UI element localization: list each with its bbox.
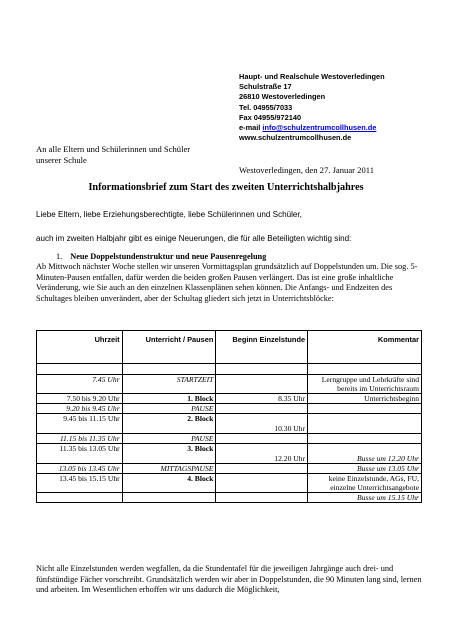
- intro-text: auch im zweiten Halbjahr gibt es einige Neuerungen, die für alle Beteiligten wichtig sind:: [36, 234, 352, 243]
- cell-time: 9.45 bis 11.15 Uhr: [37, 414, 123, 434]
- salutation: Liebe Eltern, liebe Erziehungsberechtigte, liebe Schülerinnen und Schüler,: [36, 210, 302, 219]
- school-city: 26810 Westoverledingen: [239, 92, 326, 102]
- cell-start: [216, 464, 308, 474]
- cell-activity: [122, 364, 216, 375]
- letter-date: Westoverledingen, den 27. Januar 2011: [239, 165, 375, 175]
- cell-start: [216, 364, 308, 375]
- cell-time: 11.35 bis 13.05 Uhr: [37, 444, 123, 464]
- cell-start: [216, 434, 308, 444]
- table-header-row: [37, 331, 422, 364]
- cell-start: 8.35 Uhr: [216, 394, 308, 404]
- cell-comment: [308, 404, 422, 414]
- cell-comment: Busse um 15.15 Uhr: [308, 493, 422, 503]
- cell-activity: 2. Block: [122, 414, 216, 434]
- section-1-text: Ab Mittwoch nächster Woche stellen wir unseren Vormittagsplan grundsätzlich auf Doppelstunden um. Die sog. 5-Minuten-Pausen entfallen, dafür werden die beiden großen Pausen verlängert. Das ist eine große inhaltliche Veränderung, wie Sie auch an den einzelnen Klassenplänen sehen können. Die Anfangs- und Endzeiten des Schultages bleiben unverändert, aber der Schultag gliedert sich jetzt in Unterrichtsblöcke:: [36, 262, 418, 303]
- school-name: Haupt- und Realschule Westoverledingen: [239, 72, 385, 81]
- cell-activity: 3. Block: [122, 444, 216, 464]
- recipient-address: [36, 144, 190, 165]
- cell-comment: Unterrichtsbeginn: [308, 394, 422, 404]
- letter-title: Informationsbrief zum Start des zweiten Unterrichtshalbjahres: [88, 182, 364, 193]
- table-row: [37, 414, 422, 434]
- email-prefix: e-mail: [239, 123, 263, 133]
- header-activity: Unterricht / Pausen: [122, 331, 216, 364]
- cell-start: [216, 404, 308, 414]
- recipient-line-2: unserer Schule: [36, 154, 87, 165]
- cell-activity: 4. Block: [122, 474, 216, 493]
- school-website[interactable]: www.schulzentrumcollhusen.de: [239, 133, 352, 143]
- cell-time: 9.20 bis 9.45 Uhr: [37, 404, 123, 414]
- cell-start: [216, 474, 308, 493]
- school-street: Schulstraße 17: [239, 82, 292, 92]
- header-time: Uhrzeit: [37, 331, 123, 364]
- table-row: [37, 364, 422, 375]
- cell-start: 12.20 Uhr: [216, 444, 308, 464]
- cell-comment: Busse um 12.20 Uhr: [308, 444, 422, 464]
- schedule-table: [36, 330, 422, 503]
- cell-time: [37, 493, 123, 503]
- cell-start: 10.30 Uhr: [216, 414, 308, 434]
- section-1-heading: [56, 252, 266, 261]
- table-row: [37, 464, 422, 474]
- recipient-line-1: An alle Eltern und Schülerinnen und Schüler: [36, 144, 191, 154]
- cell-activity: [122, 493, 216, 503]
- cell-activity: PAUSE: [122, 434, 216, 444]
- table-row: [37, 375, 422, 394]
- header-comment: Kommentar: [308, 331, 422, 364]
- cell-comment: [308, 414, 422, 434]
- header-start: Beginn Einzelstunde: [216, 331, 308, 364]
- cell-time: 13.45 bis 15.15 Uhr: [37, 474, 123, 493]
- section-1-number: 1.: [56, 252, 63, 261]
- cell-comment: Busse um 13.05 Uhr: [308, 464, 422, 474]
- cell-activity: STARTZEIT: [122, 375, 216, 394]
- table-row: [37, 404, 422, 414]
- section-1-title: Neue Doppelstundenstruktur und neue Pausenregelung: [70, 252, 267, 261]
- cell-activity: PAUSE: [122, 404, 216, 414]
- cell-comment: [308, 364, 422, 375]
- table-row: [37, 493, 422, 503]
- cell-activity: MITTAGSPAUSE: [122, 464, 216, 474]
- table-row: [37, 394, 422, 404]
- letterhead: [239, 72, 385, 143]
- cell-activity: 1. Block: [122, 394, 216, 404]
- cell-time: 7.45 Uhr: [37, 375, 123, 394]
- school-fax: Fax 04955/972140: [239, 112, 302, 122]
- school-email-line: [239, 123, 385, 133]
- cell-comment: Lerngruppe und Lehrkräfte sind bereits im Unterrichtsraum: [308, 375, 422, 394]
- email-link[interactable]: info@schulzentrumcollhusen.de: [262, 123, 377, 133]
- cell-comment: keine Einzelstunde, AGs, FU, einzelne Unterrichtsangebote: [308, 474, 422, 493]
- table-row: [37, 474, 422, 493]
- table-row: [37, 434, 422, 444]
- cell-start: [216, 493, 308, 503]
- cell-start: [216, 375, 308, 394]
- table-row: [37, 444, 422, 464]
- school-phone: Tel. 04955/7033: [239, 102, 293, 112]
- cell-time: [37, 364, 123, 375]
- cell-time: 13.05 bis 13.45 Uhr: [37, 464, 123, 474]
- cell-time: 11.15 bis 11.35 Uhr: [37, 434, 123, 444]
- closing-text: Nicht alle Einzelstunden werden wegfallen, da die Stundentafel für die jeweiligen Jahrgänge auch drei- und fünfstündige Fächer vorschreibt. Grundsätzlich werden wir aber in Doppelstunden, die 90 Minuten lang sind, lernen und arbeiten. Im Wesentlichen erhoffen wir uns dadurch die Möglichkeit,: [36, 564, 422, 595]
- cell-time: 7.50 bis 9.20 Uhr: [37, 394, 123, 404]
- cell-comment: [308, 434, 422, 444]
